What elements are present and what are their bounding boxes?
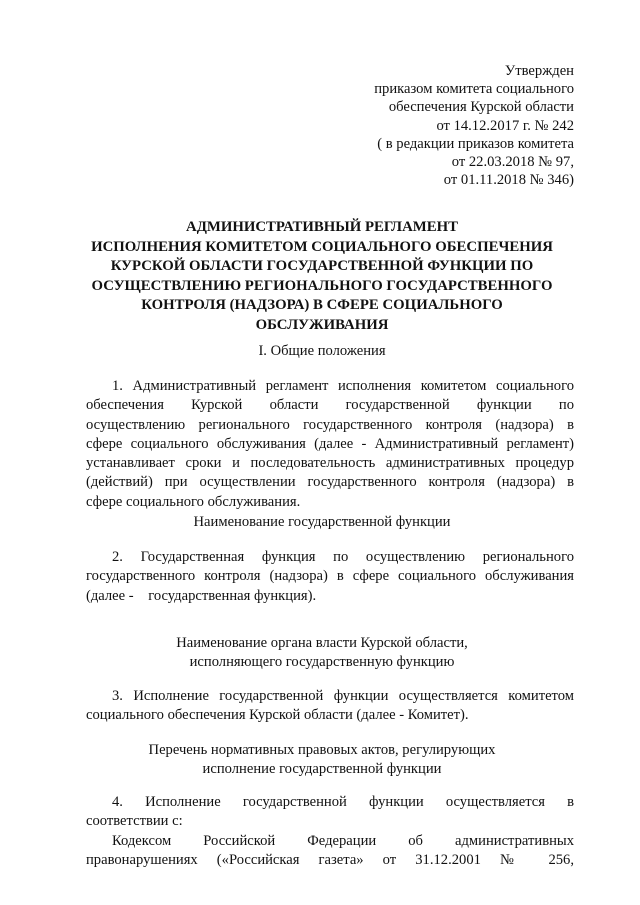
- title-line: ИСПОЛНЕНИЯ КОМИТЕТОМ СОЦИАЛЬНОГО ОБЕСПЕЧЕНИЯ: [91, 238, 553, 255]
- approval-line: приказом комитета социального: [374, 81, 574, 98]
- paragraph-1: [86, 377, 574, 512]
- paragraph-line: 1. Административный регламент исполнения комитетом социального: [112, 378, 574, 394]
- paragraph-line: осуществлению регионального государственного контроля (надзора) в: [86, 416, 574, 433]
- heading-text: исполняющего государственную функцию: [189, 654, 455, 670]
- paragraph-line: 4. Исполнение государственной функции осуществляется в: [112, 794, 574, 810]
- approval-line: от 22.03.2018 № 97,: [451, 154, 574, 171]
- paragraph-line: правонарушениях («Российская газета» от 31.12.2001 № 256,: [86, 851, 574, 868]
- document-title: [60, 218, 584, 335]
- approval-line: Утвержден: [504, 63, 574, 79]
- paragraph-line: (действий) при осуществлении государственного контроля (надзора) в: [86, 474, 574, 491]
- approval-line: от 01.11.2018 № 346): [443, 172, 574, 189]
- heading-legal-acts: [60, 741, 584, 779]
- paragraph-line: сфере социального обслуживания (далее - Административный регламент): [86, 435, 574, 452]
- paragraph-line: Кодексом Российской Федерации об административных: [112, 832, 574, 849]
- paragraph-line: 3. Исполнение государственной функции осуществляется комитетом: [112, 688, 574, 704]
- paragraph-line: соответствии с:: [86, 813, 183, 830]
- paragraph-line: обеспечения Курской области государственной функции по: [86, 397, 574, 414]
- paragraph-line: государственного контроля (надзора) в сфере социального обслуживания: [86, 568, 574, 585]
- paragraph-4: [86, 793, 574, 870]
- heading-authority: [60, 634, 584, 672]
- approval-line: ( в редакции приказов комитета: [377, 135, 574, 152]
- approval-stamp: [374, 62, 574, 189]
- heading-text: Наименование органа власти Курской области,: [176, 635, 468, 651]
- paragraph-line: социального обеспечения Курской области (далее - Комитет).: [86, 707, 469, 724]
- paragraph-line: 2. Государственная функция по осуществлению регионального: [112, 549, 574, 565]
- section-heading-text: I. Общие положения: [258, 343, 386, 359]
- approval-line: от 14.12.2017 г. № 242: [436, 117, 574, 134]
- section-heading-general: [60, 342, 584, 361]
- paragraph-line: сфере социального обслуживания.: [86, 493, 301, 510]
- heading-text: исполнение государственной функции: [202, 761, 442, 777]
- heading-function-name: [60, 513, 584, 532]
- title-line: ОСУЩЕСТВЛЕНИЮ РЕГИОНАЛЬНОГО ГОСУДАРСТВЕННОГО: [91, 277, 553, 294]
- approval-line: обеспечения Курской области: [388, 99, 574, 116]
- paragraph-2: [86, 548, 574, 606]
- title-line: КОНТРОЛЯ (НАДЗОРА) В СФЕРЕ СОЦИАЛЬНОГО: [141, 297, 503, 313]
- title-line: КУРСКОЙ ОБЛАСТИ ГОСУДАРСТВЕННОЙ ФУНКЦИИ ПО: [110, 258, 534, 274]
- heading-text: Перечень нормативных правовых актов, регулирующих: [148, 742, 496, 758]
- title-line: АДМИНИСТРАТИВНЫЙ РЕГЛАМЕНТ: [186, 219, 458, 235]
- title-line: ОБСЛУЖИВАНИЯ: [255, 316, 389, 333]
- paragraph-line: устанавливает сроки и последовательность административных процедур: [86, 455, 574, 472]
- paragraph-line: (далее - государственная функция).: [86, 587, 317, 604]
- heading-text: Наименование государственной функции: [193, 514, 451, 530]
- paragraph-3: [86, 687, 574, 726]
